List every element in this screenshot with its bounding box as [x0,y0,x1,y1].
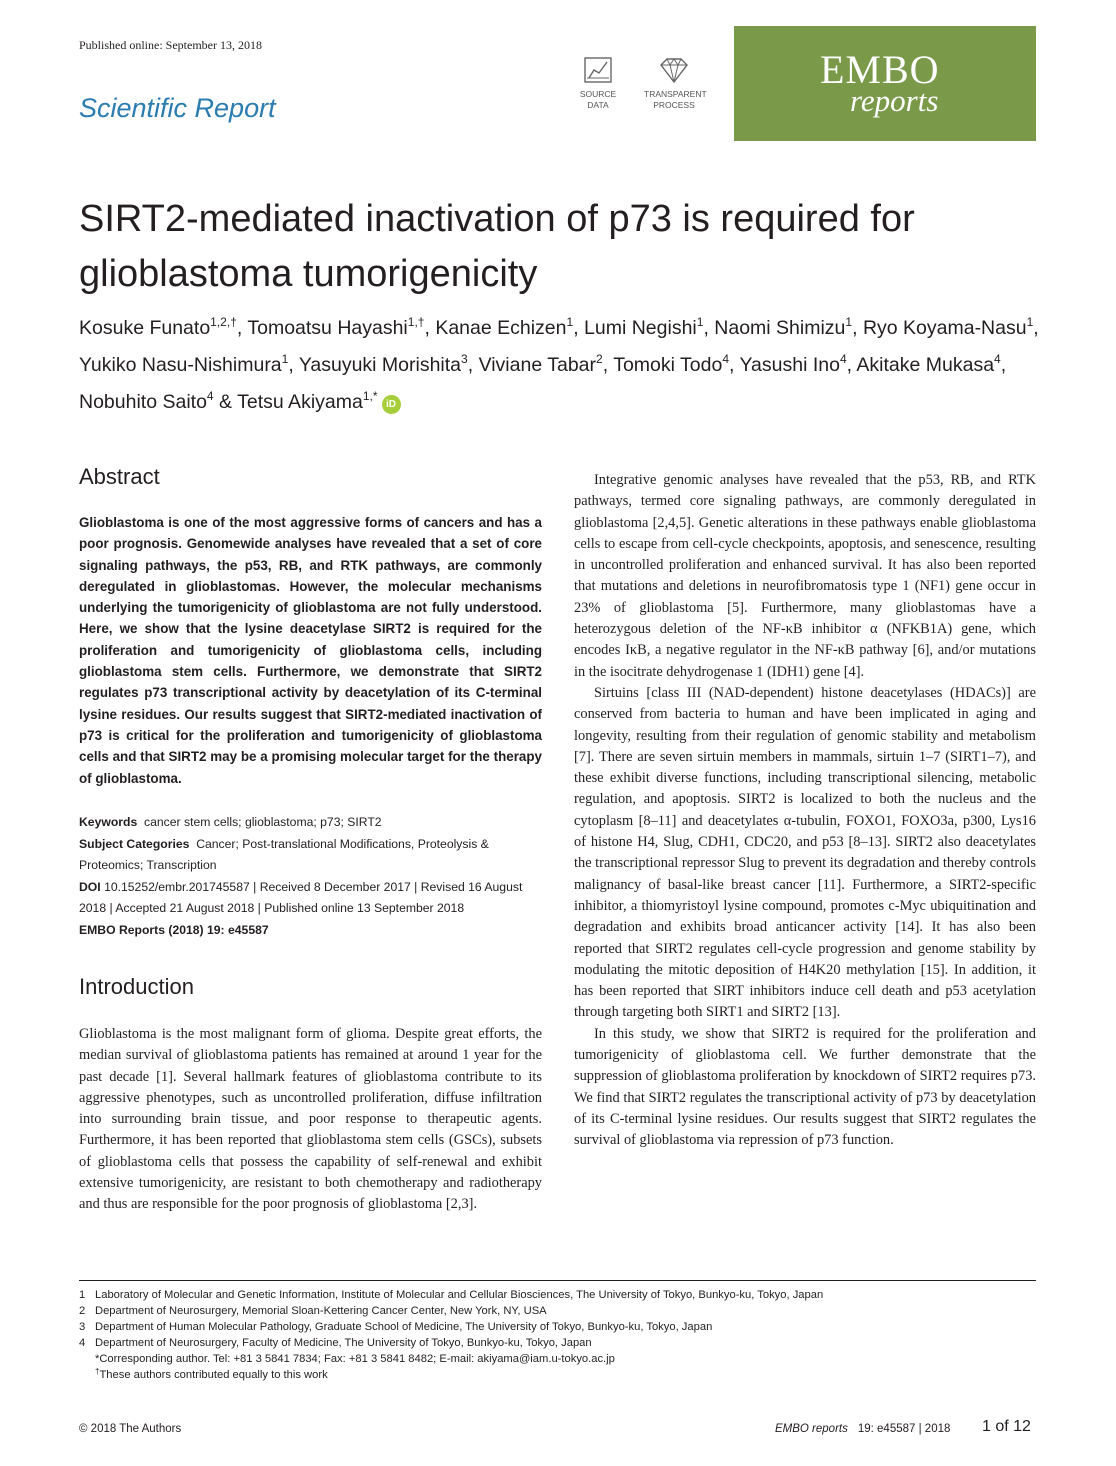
badge-line1: TRANSPARENT [644,89,707,99]
author-affiliation-marker: 4 [206,389,214,403]
article-title: SIRT2-mediated inactivation of p73 is required for glioblastoma tumorigenicity [79,198,915,295]
author-affiliation-marker: 1,2,† [210,315,237,329]
author-affiliation-marker: 4 [994,352,1001,366]
footnote-number: 2 [79,1305,86,1317]
author-name: Tetsu Akiyama [237,391,363,413]
author-name: Naomi Shimizu [714,317,846,339]
author-affiliation-marker: 1 [845,315,853,329]
author-list [79,310,1039,421]
body-paragraph: Sirtuins [class III (NAD-dependent) histone deacetylases (HDACs)] are conserved from bacteria to human and have been implicated in aging and longevity, resulting from their regulation of genomic stability and metabolism [7]. There are seven sirtuin members in mammals, sirtuin 1–7 (SIRT1–7), and these exhibit diverse functions, including transcriptional silencing, metabolic regulation, and apoptosis. SIRT2 is localized to both the nucleus and the cytoplasm [8–11] and deacetylates α-tubulin, FOXO1, FOXO3a, p300, Lys16 of histone H4, Slug, CDH1, CDC20, and p53 [8–13]. SIRT2 also deacetylates the transcriptional repressor Slug to prevent its degradation and thereby controls malignancy of basal-like breast cancer [11]. Furthermore, a SIRT2-specific inhibitor, a thiomyristoyl lysine compound, promotes c-Myc ubiquitination and degradation and exhibits broad anticancer activity [14]. It has also been reported that SIRT2 regulates cell-cycle progression and genome stability by modulating the mitotic deposition of H4K20 methylation [15]. In addition, it has been reported that SIRT inhibitors induce cell death and p53 acetylation through targeting both SIRT1 and SIRT2 [13]. [574,684,1036,1021]
keywords-value: cancer stem cells; glioblastoma; p73; SIRT2 [144,815,382,829]
body-paragraph: In this study, we show that SIRT2 is required for the proliferation and tumorigenicity of glioblastoma cell. We further demonstrate that the suppression of glioblastoma proliferation by knockdown of SIRT2 requires p73. We find that SIRT2 regulates the transcriptional activity of p73 by deacetylation of its C-terminal lysine residues. Our results suggest that SIRT2 regulates the survival of glioblastoma via repression of p73 function. [574,1025,1036,1149]
author-name: Tomoatsu Hayashi [247,317,408,339]
page-number: 1 of 12 [982,1418,1031,1435]
author-separator: , [424,317,436,339]
abstract-heading: Abstract [79,464,160,489]
source-data-icon [583,56,613,84]
copyright-notice: © 2018 The Authors [79,1423,182,1435]
author-affiliation-marker: 3 [461,352,468,366]
footer-journal-name: EMBO reports [775,1423,848,1435]
footnote-text: Department of Neurosurgery, Memorial Sloan-Kettering Cancer Center, New York, NY, USA [95,1305,547,1317]
badge-line2: PROCESS [653,100,695,110]
author-separator: , [1033,317,1039,339]
author-name: Ryo Koyama-Nasu [862,317,1027,339]
orcid-icon[interactable]: iD [382,395,401,414]
author-affiliation-marker: 1 [281,352,289,366]
author-name: Kanae Echizen [435,317,567,339]
equal-contribution-note [79,1367,1036,1383]
keywords-line [79,812,542,834]
author-separator: , [236,317,248,339]
footnote-number: 1 [79,1289,86,1301]
author-separator: , [846,354,857,376]
subject-categories-label: Subject Categories [79,836,190,851]
logo-embo-text: EMBO [820,47,940,92]
footer-journal-info [775,1423,950,1435]
author-affiliation-marker: 4 [722,352,729,366]
citation-line [79,920,542,942]
transparent-process-badge[interactable] [644,56,707,111]
author-name: Nobuhito Saito [79,391,207,413]
author-name: Tomoki Todo [613,354,723,376]
footnote-divider [79,1280,1036,1281]
affiliation-footnote [79,1319,1036,1335]
author-affiliation-marker: 1 [566,315,574,329]
citation: EMBO Reports (2018) 19: e45587 [79,922,269,937]
corresponding-author-note: *Corresponding author. Tel: +81 3 5841 7834; Fax: +81 3 5841 8482; E-mail: akiyama@iam.u-tokyo.ac.jp [95,1353,615,1365]
author-separator: , [602,354,614,376]
author-separator: , [1000,354,1007,376]
affiliation-footnote [79,1287,1036,1303]
affiliation-footnote [79,1303,1036,1319]
author-separator: , [573,317,585,339]
author-affiliation-marker: 1 [696,315,704,329]
article-metadata [79,812,542,941]
author-affiliation-marker: 4 [839,352,847,366]
author-name: Yasushi Ino [739,354,840,376]
author-separator: , [729,354,740,376]
introduction-heading: Introduction [79,974,194,999]
article-type-label: Scientific Report [79,93,276,123]
author-affiliation-marker: 1,* [362,389,378,403]
equal-contribution-text: These authors contributed equally to this work [99,1369,328,1381]
source-data-badge[interactable] [568,56,628,111]
subject-categories-line [79,834,542,877]
keywords-label: Keywords [79,815,138,829]
published-online-date: Published online: September 13, 2018 [79,38,262,52]
introduction-text: Glioblastoma is the most malignant form of glioma. Despite great efforts, the median survival of glioblastoma patients has remained at around 1 year for the past decade [1]. Several hallmark features of glioblastoma contribute to its aggressive phenotypes, such as uncontrolled proliferation, diffuse infiltration into surrounding brain tissue, and poor response to therapeutic agents. Furthermore, it has been reported that glioblastoma stem cells (GSCs), subsets of glioblastoma cells that possess the capability of self-renewal and exhibit extensive tumorigenicity, are resistant to both chemotherapy and radiotherapy and thus are responsible for the poor prognosis of glioblastoma [2,3]. [79,1026,542,1213]
author-affiliation-marker: 1 [1026,315,1034,329]
author-name: Kosuke Funato [79,317,211,339]
right-column-body [574,470,1036,1152]
author-name: Lumi Negishi [584,317,697,339]
author-name: Viviane Tabar [478,354,597,376]
author-separator: , [288,354,299,376]
journal-logo[interactable] [734,26,1036,141]
author-affiliation-marker: 1,† [407,315,425,329]
author-separator: , [703,317,715,339]
footer-citation: 19: e45587 | 2018 [857,1423,951,1435]
footnote-text: Laboratory of Molecular and Genetic Information, Institute of Molecular and Cellular Biosciences, The University of Tokyo, Bunkyo-ku, Tokyo, Japan [95,1289,824,1301]
author-affiliation-marker: 2 [596,352,603,366]
footnote-number: 4 [79,1337,86,1349]
author-name: Akitake Mukasa [856,354,995,376]
transparent-process-icon [657,56,691,84]
body-paragraph: Integrative genomic analyses have revealed that the p53, RB, and RTK pathways, termed core signaling pathways, are commonly deregulated in glioblastoma [2,4,5]. Genetic alterations in these pathways enable glioblastoma cells to escape from cell-cycle checkpoints, apoptosis, and senescence, resulting in uncontrolled proliferation and enhanced survival. It has also been reported that mutations and deletions in neurofibromatosis type 1 (NF1) gene occur in 23% of glioblastoma [5]. Furthermore, many glioblastomas have a heterozygous deletion of the NF-κB inhibitor α (NFKB1A) gene, which encodes IκB, a negative regulator in the NF-κB pathway [6], and/or mutations in the isocitrate dehydrogenase 1 (IDH1) gene [4]. [574,472,1036,680]
author-separator: & [213,391,238,413]
doi-value[interactable]: 10.15252/embr.201745587 | Received 8 December 2017 | Revised 16 August 2018 | Accepted 21 August 2018 | Published online 13 September 2018 [79,879,523,915]
doi-label: DOI [79,879,101,894]
footnote-text: Department of Human Molecular Pathology, Graduate School of Medicine, The University of Tokyo, Bunkyo-ku, Tokyo, Japan [95,1321,713,1333]
author-separator: , [852,317,863,339]
badge-line1: SOURCE [579,89,617,99]
affiliation-footnotes [79,1287,1036,1383]
subject-categories-value: Cancer; Post-translational Modifications, Proteolysis & Proteomics; Transcription [79,836,489,872]
footnote-text: Department of Neurosurgery, Faculty of Medicine, The University of Tokyo, Bunkyo-ku, Tokyo, Japan [95,1337,592,1349]
author-separator: , [467,354,479,376]
affiliation-footnote [79,1335,1036,1351]
dagger-mark: † [95,1367,100,1376]
abstract-text: Glioblastoma is one of the most aggressive forms of cancers and has a poor prognosis. Genomewide analyses have revealed that a set of core signaling pathways, the p53, RB, and RTK pathways, are commonly deregulated in glioblastomas. However, the molecular mechanisms underlying the tumorigenicity of glioblastoma are not fully understood. Here, we show that the lysine deacetylase SIRT2 is required for the proliferation and tumorigenicity of glioblastoma cells, including glioblastoma stem cells. Furthermore, we demonstrate that SIRT2 regulates p73 transcriptional activity by deacetylation of its C-terminal lysine residues. Our results suggest that SIRT2-mediated inactivation of p73 is critical for the proliferation and tumorigenicity of glioblastoma cells and that SIRT2 may be a promising molecular target for the therapy of glioblastoma. [79,515,542,786]
logo-reports-text: reports [850,83,939,118]
badge-line2: DATA [587,100,609,110]
author-name: Yukiko Nasu-Nishimura [79,354,282,376]
doi-line [79,877,542,920]
author-name: Yasuyuki Morishita [298,354,462,376]
footnote-number: 3 [79,1321,86,1333]
